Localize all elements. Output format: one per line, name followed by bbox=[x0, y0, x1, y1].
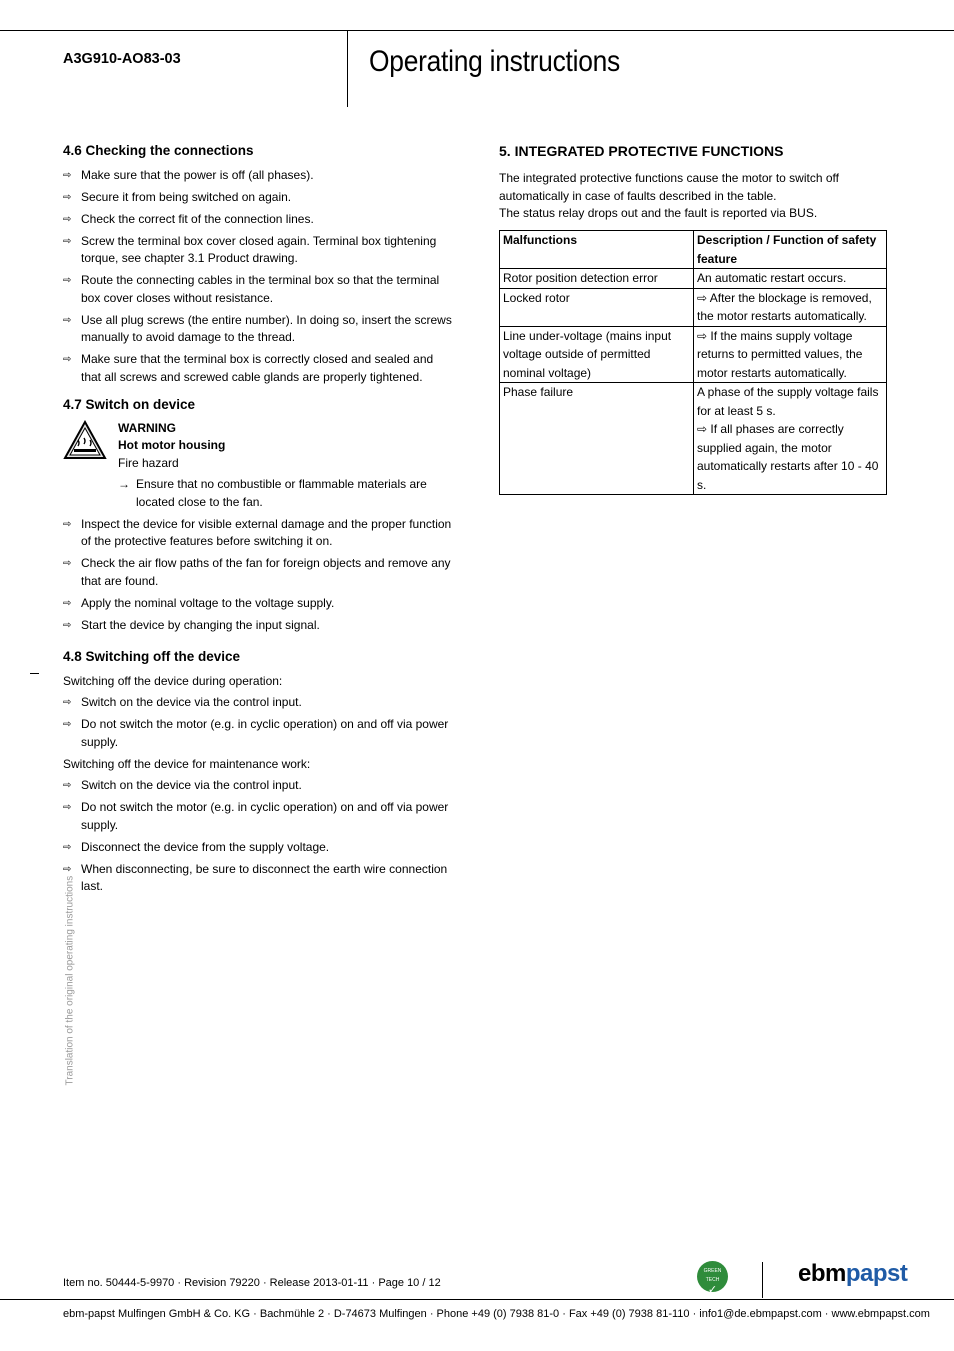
list-item: ⇨ Check the correct fit of the connection lines. bbox=[63, 211, 453, 229]
check-icon: ✓ bbox=[707, 1284, 718, 1296]
list-4-8-maintenance bbox=[63, 777, 453, 896]
table-cell: A phase of the supply voltage fails for at least 5 s. ⇨ If all phases are correctly supplied again, the motor automatically restarts after 10 - 40 s. bbox=[694, 383, 887, 495]
arrow-bullet-icon: ⇨ bbox=[63, 863, 72, 875]
table-cell: Phase failure bbox=[500, 383, 694, 495]
arrow-bullet-icon: ⇨ bbox=[63, 697, 72, 708]
list-item: ⇨ Do not switch the motor (e.g. in cyclic operation) on and off via power supply. bbox=[63, 800, 449, 832]
table-row bbox=[500, 383, 887, 495]
table-header-cell: Malfunctions bbox=[500, 231, 694, 269]
header-divider bbox=[347, 30, 348, 107]
list-item: ⇨ Make sure that the power is off (all phases). bbox=[63, 167, 453, 185]
list-item: ⇨ Use all plug screws (the entire number). In doing so, insert the screws manually to avoid damage to the thread. bbox=[63, 312, 452, 344]
arrow-bullet-icon: ⇨ bbox=[63, 235, 72, 247]
arrow-bullet-icon: ⇨ bbox=[63, 354, 72, 365]
list-item: ⇨ Switch on the device via the control input. bbox=[63, 777, 453, 795]
arrow-bullet-icon: ⇨ bbox=[63, 619, 72, 631]
greentech-logo: GREEN TECH ✓ bbox=[697, 1261, 728, 1292]
warning-block bbox=[63, 420, 453, 516]
arrow-bullet-icon: ⇨ bbox=[63, 275, 72, 286]
arrow-bullet-icon: ⇨ bbox=[63, 719, 72, 730]
table-row bbox=[500, 288, 887, 326]
margin-mark bbox=[30, 673, 39, 674]
warning-action: → Ensure that no combustible or flammable materials are located close to the fan. bbox=[118, 477, 427, 509]
list-item: ⇨ Screw the terminal box cover closed again. Terminal box tightening torque, see chapter 3.1 Product drawing. bbox=[63, 233, 437, 265]
arrow-bullet-icon: ⇨ bbox=[63, 213, 72, 225]
header-rule bbox=[0, 30, 954, 31]
list-item: ⇨ Check the air flow paths of the fan for foreign objects and remove any that are found. bbox=[63, 556, 451, 588]
section-5-intro: The integrated protective functions cause the motor to switch off automatically in case of faults described in the table. The status relay drops out and the fault is reported via BUS. bbox=[499, 171, 839, 220]
arrow-bullet-icon: ⇨ bbox=[63, 314, 72, 326]
list-4-8-operation bbox=[63, 694, 453, 751]
table-header-cell: Description / Function of safety feature bbox=[694, 231, 887, 269]
table-header-row bbox=[500, 231, 887, 269]
footer-item-line: Item no. 50444-5-9970 · Revision 79220 · Release 2013-01-11 · Page 10 / 12 bbox=[63, 1277, 441, 1289]
logo-divider bbox=[762, 1262, 763, 1298]
table-cell: Locked rotor bbox=[500, 288, 694, 326]
ebmpapst-logo: ebmpapst bbox=[798, 1260, 908, 1287]
heading-4-8: 4.8 Switching off the device bbox=[63, 649, 241, 664]
list-item: ⇨ Start the device by changing the input signal. bbox=[63, 617, 453, 635]
arrow-bullet-icon: ⇨ bbox=[63, 558, 72, 569]
heading-4-6: 4.6 Checking the connections bbox=[63, 143, 254, 158]
list-item: ⇨ Do not switch the motor (e.g. in cyclic operation) on and off via power supply. bbox=[63, 717, 449, 749]
table-cell: Line under-voltage (mains input voltage outside of permitted nominal voltage) bbox=[500, 326, 694, 383]
footer-rule bbox=[0, 1299, 954, 1300]
arrow-bullet-icon: ⇨ bbox=[63, 802, 72, 813]
intro-maintenance: Switching off the device for maintenance work: bbox=[63, 756, 311, 771]
table-cell: ⇨ After the blockage is removed, the motor restarts automatically. bbox=[694, 288, 887, 326]
footer-company-line: ebm-papst Mulfingen GmbH & Co. KG · Bachmühle 2 · D-74673 Mulfingen · Phone +49 (0) 7938 81-0 · Fax +49 (0) 7938 81-110 · info1@de.ebmpapst.com · www.ebmpapst.com bbox=[63, 1308, 930, 1320]
heading-4-7: 4.7 Switch on device bbox=[63, 397, 196, 412]
warning-text: Fire hazard bbox=[118, 455, 179, 470]
intro-operation: Switching off the device during operation: bbox=[63, 673, 283, 688]
arrow-bullet-icon: ⇨ bbox=[63, 518, 72, 530]
list-item: ⇨ Inspect the device for visible external damage and the proper function of the protective features before switching it on. bbox=[63, 516, 452, 548]
table-cell: ⇨ If the mains supply voltage returns to permitted values, the motor restarts automatically. bbox=[694, 326, 887, 383]
arrow-right-icon: → bbox=[118, 477, 130, 491]
hot-surface-warning-icon bbox=[63, 420, 107, 460]
warning-label: WARNING bbox=[118, 420, 176, 435]
table-cell: Rotor position detection error bbox=[500, 269, 694, 289]
arrow-bullet-icon: ⇨ bbox=[63, 841, 72, 853]
heading-5: 5. INTEGRATED PROTECTIVE FUNCTIONS bbox=[499, 143, 784, 159]
model-number: A3G910-AO83-03 bbox=[63, 51, 181, 67]
list-item: ⇨ Disconnect the device from the supply voltage. bbox=[63, 839, 453, 857]
list-item: ⇨ Route the connecting cables in the terminal box so that the terminal box cover closes without resistance. bbox=[63, 273, 440, 305]
arrow-bullet-icon: ⇨ bbox=[63, 780, 72, 791]
list-item: ⇨ Secure it from being switched on again. bbox=[63, 189, 453, 207]
list-item: ⇨ When disconnecting, be sure to disconnect the earth wire connection last. bbox=[63, 861, 448, 893]
list-item: ⇨ Apply the nominal voltage to the voltage supply. bbox=[63, 595, 453, 613]
list-4-7 bbox=[63, 516, 453, 635]
list-4-6 bbox=[63, 167, 453, 387]
arrow-bullet-icon: ⇨ bbox=[63, 169, 72, 181]
table-cell: An automatic restart occurs. bbox=[694, 269, 887, 289]
side-note: Translation of the original operating instructions bbox=[64, 875, 76, 1086]
arrow-bullet-icon: ⇨ bbox=[63, 191, 72, 203]
page-title: Operating instructions bbox=[369, 45, 620, 78]
table-row bbox=[500, 269, 887, 289]
arrow-bullet-icon: ⇨ bbox=[63, 597, 72, 609]
malfunctions-table bbox=[499, 230, 887, 495]
left-column bbox=[63, 142, 453, 900]
warning-title: Hot motor housing bbox=[118, 438, 226, 452]
list-item: ⇨ Make sure that the terminal box is correctly closed and sealed and that all screws and screwed cable glands are properly tightened. bbox=[63, 352, 434, 384]
table-row bbox=[500, 326, 887, 383]
list-item: ⇨ Switch on the device via the control input. bbox=[63, 694, 453, 712]
